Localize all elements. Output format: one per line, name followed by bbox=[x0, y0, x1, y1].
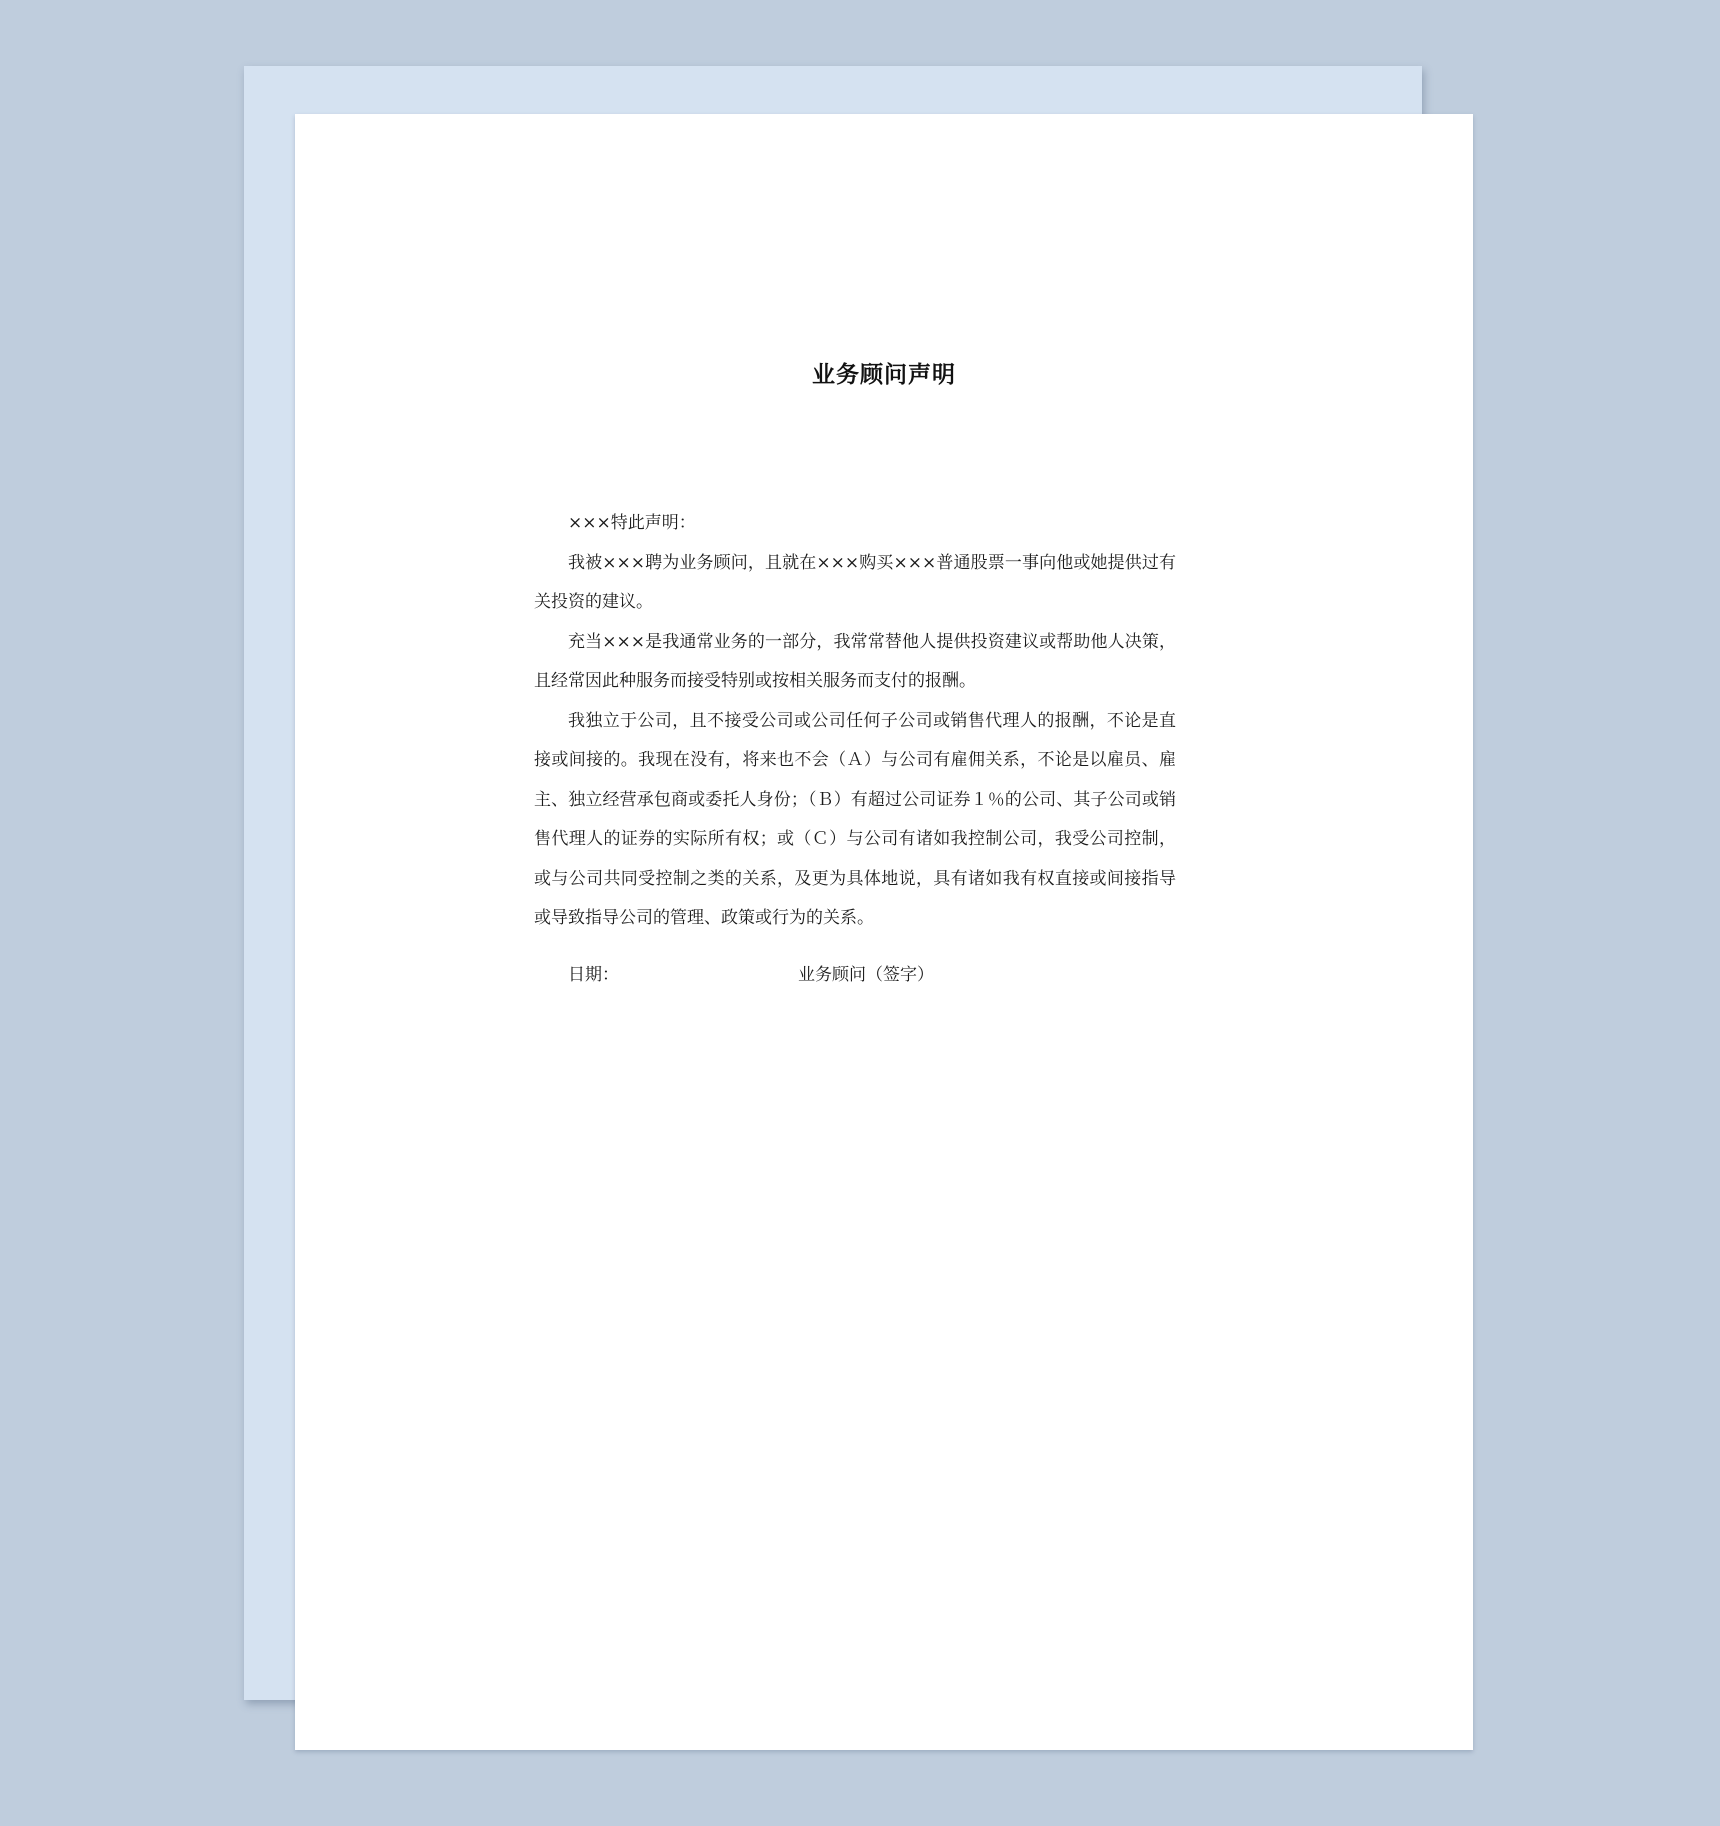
paragraph-independence: 我独立于公司，且不接受公司或公司任何子公司或销售代理人的报酬，不论是直接或间接的。我现在没有，将来也不会（Ａ）与公司有雇佣关系，不论是以雇员、雇主、独立经营承包商或委托人身份；（Ｂ）有超过公司证券１％的公司、其子公司或销售代理人的证券的实际所有权；或（Ｃ）与公司有诸如我控制公司，我受公司控制，或与公司共同受控制之类的关系，及更为具体地说，具有诸如我有权直接或间接指导或导致指导公司的管理、政策或行为的关系。 bbox=[534, 710, 1176, 928]
document-page bbox=[295, 114, 1473, 1750]
document-title: 业务顾问声明 bbox=[812, 361, 956, 388]
document-body bbox=[534, 504, 1176, 939]
paragraph-engagement: 我被×××聘为业务顾问，且就在×××购买×××普通股票一事向他或她提供过有关投资的建议。 bbox=[534, 552, 1176, 612]
paragraph-declaration-intro: ×××特此声明： bbox=[568, 513, 696, 533]
date-label: 日期： bbox=[568, 965, 619, 985]
signature-label: 业务顾问（签字） bbox=[798, 965, 934, 985]
paragraph-business-role: 充当×××是我通常业务的一部分，我常常替他人提供投资建议或帮助他人决策，且经常因此种服务而接受特别或按相关服务而支付的报酬。 bbox=[534, 631, 1176, 691]
